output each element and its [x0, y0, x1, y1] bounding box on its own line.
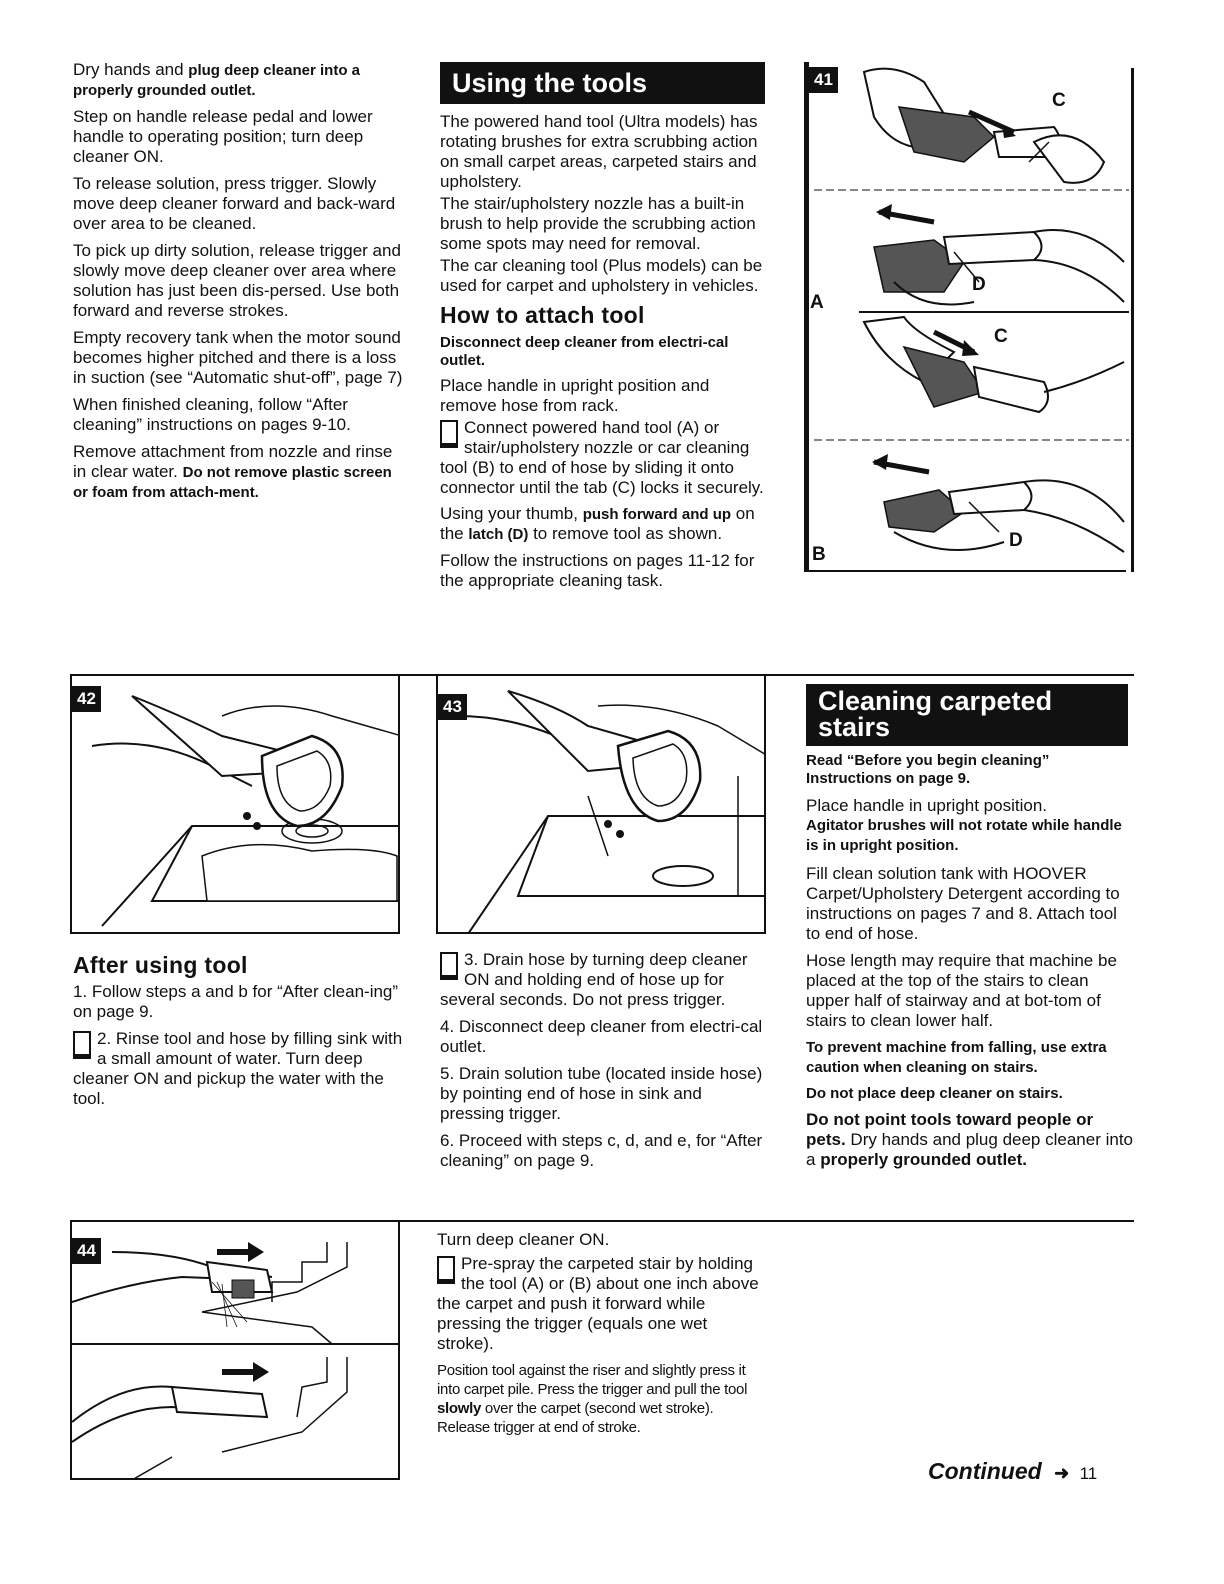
- figure-41-label-d2: D: [1009, 530, 1023, 551]
- paragraph-release-solution: To release solution, press trigger. Slowly move deep cleaner forward and back-ward over area to be cleaned.: [73, 174, 396, 233]
- paragraph-position-tool: Position tool against the riser and slightly press it into carpet pile. Press the trigger and pull the tool slowly over the carpet (second wet stroke). Release trigger at end of stroke.: [437, 1362, 748, 1436]
- figure-43-number: 43: [438, 694, 467, 720]
- paragraph-remove-attachment: Remove attachment from nozzle and rinse in clear water. Do not remove plastic screen or foam from attach-ment.: [73, 442, 393, 501]
- step-icon: [440, 952, 458, 980]
- figure-44: [70, 1222, 400, 1480]
- stairs-column: [806, 684, 1134, 1177]
- paragraph-place-handle: Place handle in upright position and remove hose from rack.: [440, 376, 710, 415]
- figure-41-label-b: B: [812, 544, 826, 565]
- paragraph-powered-tool: The powered hand tool (Ultra models) has rotating brushes for extra scrubbing action on small carpet areas, carpeted stairs and upholstery.: [440, 112, 758, 191]
- paragraph-agitator-brushes: Agitator brushes will not rotate while handle is in upright position.: [806, 817, 1122, 854]
- figure-44-number: 44: [72, 1238, 101, 1264]
- arrow-right-icon: ➜: [1054, 1463, 1070, 1483]
- page-number: 11: [1079, 1464, 1098, 1483]
- step-2: 2. Rinse tool and hose by filling sink with a small amount of water. Turn deep cleaner ON and pickup the water with the tool.: [73, 1029, 403, 1108]
- paragraph-do-not-point: Do not point tools toward people or pets. Dry hands and plug deep cleaner into a properly grounded outlet.: [806, 1110, 1133, 1169]
- how-to-attach-heading: How to attach tool: [440, 302, 645, 328]
- paragraph-stair-nozzle: The stair/upholstery nozzle has a built-in brush to help provide the scrubbing action some spots may need for removal.: [440, 194, 756, 253]
- left-column-top: [73, 60, 403, 509]
- paragraph-connect-tool: Connect powered hand tool (A) or stair/upholstery nozzle or car cleaning tool (B) to end of hose by sliding it onto connector until the tab (C) locks it securely.: [440, 418, 764, 497]
- using-tools-column: [440, 62, 765, 598]
- after-using-tool-heading: After using tool: [73, 952, 248, 978]
- paragraph-follow-instructions: Follow the instructions on pages 11-12 for the appropriate cleaning task.: [440, 551, 755, 590]
- paragraph-when-finished: When finished cleaning, follow “After cleaning” instructions on pages 9-10.: [73, 395, 351, 434]
- paragraph-remove-tool: Using your thumb, push forward and up on the latch (D) to remove tool as shown.: [440, 504, 755, 543]
- figure-41-number: 41: [809, 67, 838, 93]
- paragraph-step-pedal: Step on handle release pedal and lower handle to operating position; turn deep cleaner ON.: [73, 107, 373, 166]
- paragraph-place-handle-upright: Place handle in upright position.: [806, 796, 1047, 815]
- figure-41: [804, 62, 1134, 572]
- after-tool-column-2: [440, 950, 765, 1178]
- paragraph-fill-tank: Fill clean solution tank with HOOVER Carpet/Upholstery Detergent according to instructions on pages 7 and 8. Attach tool to end of hose.: [806, 864, 1120, 943]
- paragraph-pre-spray: Pre-spray the carpeted stair by holding the tool (A) or (B) about one inch above the carpet and push it forward while pressing the trigger (equals one wet stroke).: [437, 1254, 759, 1353]
- figure-41-label-c1: C: [1052, 90, 1066, 111]
- figure-43: [436, 676, 766, 934]
- after-tool-column: [73, 946, 403, 1116]
- step-icon: [73, 1031, 91, 1059]
- bottom-text-column: [437, 1230, 762, 1444]
- paragraph-pick-up: To pick up dirty solution, release trigger and slowly move deep cleaner over area where solution has just been dis-persed. Use both forward and reverse strokes.: [73, 241, 401, 320]
- step-1: 1. Follow steps a and b for “After clean-ing” on page 9.: [73, 982, 399, 1021]
- figure-43-illustration: [438, 676, 766, 934]
- paragraph-turn-on: Turn deep cleaner ON.: [437, 1230, 610, 1249]
- figure-42-illustration: [72, 676, 400, 934]
- step-icon: [437, 1256, 455, 1284]
- step-6: 6. Proceed with steps c, d, and e, for “After cleaning” on page 9.: [440, 1131, 763, 1170]
- figure-41-label-a: A: [810, 292, 824, 313]
- step-icon: [440, 420, 458, 448]
- using-tools-heading: Using the tools: [440, 62, 765, 104]
- paragraph-do-not-place: Do not place deep cleaner on stairs.: [806, 1085, 1063, 1102]
- paragraph-prevent-falling: To prevent machine from falling, use extra caution when cleaning on stairs.: [806, 1039, 1107, 1076]
- paragraph-empty-tank: Empty recovery tank when the motor sound becomes higher pitched and there is a loss in suction (see “Automatic shut-off”, page 7): [73, 328, 403, 387]
- paragraph-read-before: Read “Before you begin cleaning” Instructions on page 9.: [806, 752, 1050, 787]
- figure-41-illustration: [804, 62, 1134, 572]
- paragraph-disconnect: Disconnect deep cleaner from electri-cal outlet.: [440, 334, 729, 369]
- step-5: 5. Drain solution tube (located inside hose) by pointing end of hose in sink and pressing trigger.: [440, 1064, 763, 1123]
- figure-41-label-c2: C: [994, 326, 1008, 347]
- paragraph-plug-in: Dry hands and plug deep cleaner into a properly grounded outlet.: [73, 60, 360, 99]
- paragraph-car-tool: The car cleaning tool (Plus models) can be used for carpet and upholstery in vehicles.: [440, 256, 763, 295]
- figure-42-number: 42: [72, 686, 101, 712]
- continued-label: Continued: [928, 1458, 1042, 1484]
- footer: [928, 1458, 1138, 1485]
- figure-41-label-d1: D: [972, 274, 986, 295]
- paragraph-hose-length: Hose length may require that machine be placed at the top of the stairs to clean upper half of stairway and at bot-tom of stairs to clean lower half.: [806, 951, 1117, 1030]
- figure-42: [70, 676, 400, 934]
- step-4: 4. Disconnect deep cleaner from electri-cal outlet.: [440, 1017, 763, 1056]
- stairs-heading: Cleaning carpeted stairs: [806, 684, 1128, 746]
- step-3: 3. Drain hose by turning deep cleaner ON and holding end of hose up for several seconds. Do not press trigger.: [440, 950, 748, 1009]
- figure-44-illustration: [72, 1222, 400, 1480]
